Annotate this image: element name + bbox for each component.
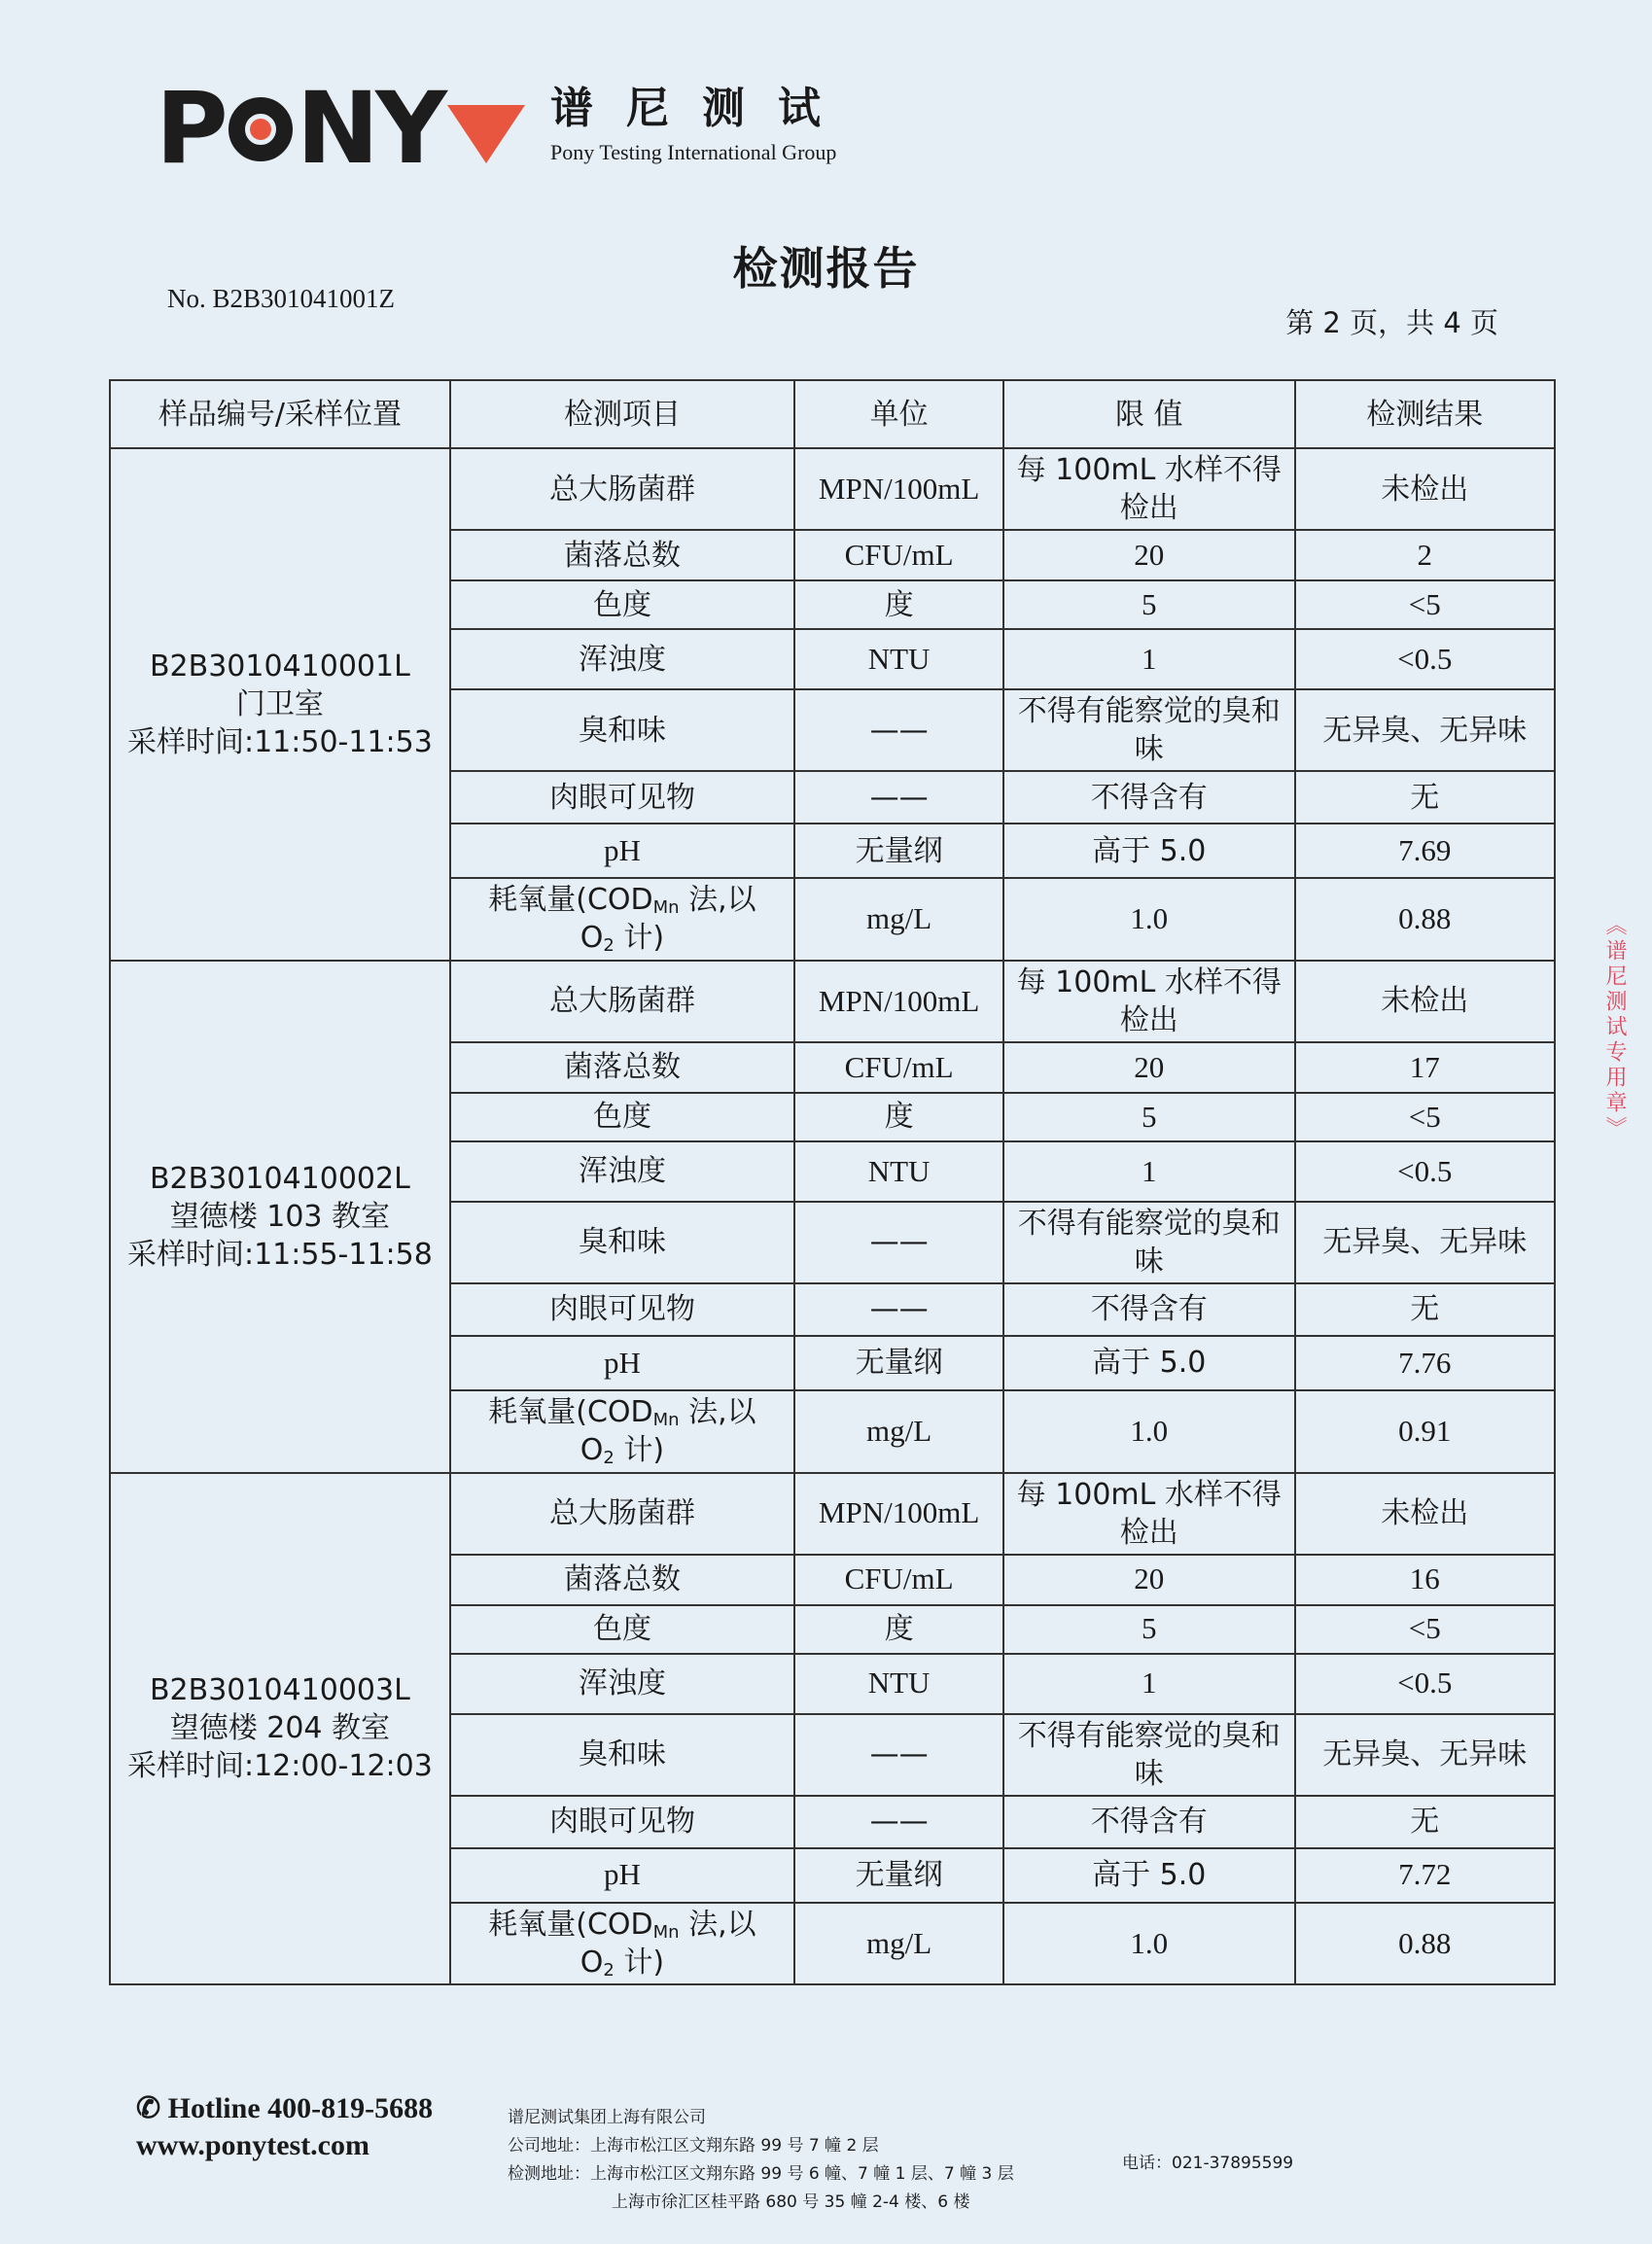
sample-location: 门卫室 [235,686,324,721]
header-unit: 单位 [794,380,1003,448]
cell-unit: 度 [794,1093,1003,1141]
cell-result: 7.76 [1295,1336,1555,1390]
cell-unit: —— [794,1283,1003,1336]
cell-item: 菌落总数 [450,1042,794,1093]
sample-time: 采样时间:12:00-12:03 [126,1749,433,1784]
cell-result: <5 [1295,1605,1555,1654]
cell-result: 0.88 [1295,878,1555,961]
report-number: No. B2B301041001Z [167,284,396,313]
cell-item: 色度 [450,580,794,629]
sample-time: 采样时间:11:50-11:53 [126,724,433,759]
table-row [110,448,1555,530]
hotline [136,2090,433,2127]
sample-cell [110,448,450,961]
cell-unit: mg/L [794,878,1003,961]
cell-result: 无 [1295,1283,1555,1336]
page-indicator: 第 2 页，共 4 页 [1285,306,1498,339]
header-limit: 限 值 [1003,380,1294,448]
header-result: 检测结果 [1295,380,1555,448]
logo-wordmark: P NY [156,80,525,179]
report-title: 检测报告 [732,242,920,295]
cell-result: 未检出 [1295,961,1555,1042]
cell-unit: NTU [794,629,1003,689]
results-table [109,379,1556,1985]
test-address-1: 检测地址：上海市松江区文翔东路 99 号 6 幢、7 幢 1 层、7 幢 3 层 [508,2164,1014,2184]
cell-item: 肉眼可见物 [450,1796,794,1848]
cell-result: 无 [1295,1796,1555,1848]
cell-limit: 每 100mL 水样不得检出 [1003,1473,1294,1555]
cell-result: 16 [1295,1555,1555,1605]
cell-result: 7.72 [1295,1848,1555,1903]
cell-limit: 1.0 [1003,1903,1294,1985]
cell-limit: 1.0 [1003,878,1294,961]
pony-logo [156,71,854,187]
cell-item: pH [450,824,794,878]
cell-result: 无 [1295,771,1555,824]
cell-limit: 不得有能察觉的臭和味 [1003,1714,1294,1796]
cell-unit: —— [794,1796,1003,1848]
cell-unit: CFU/mL [794,1555,1003,1605]
sample-location: 望德楼 103 教室 [169,1199,391,1234]
cell-result: <0.5 [1295,629,1555,689]
cell-item: 浑浊度 [450,1141,794,1202]
cell-limit: 不得含有 [1003,1283,1294,1336]
table-row [110,961,1555,1042]
cell-unit: MPN/100mL [794,448,1003,530]
cell-unit: 度 [794,580,1003,629]
logo-triangle-mark [447,105,525,163]
header-item: 检测项目 [450,380,794,448]
cell-result: <0.5 [1295,1141,1555,1202]
cell-limit: 5 [1003,1093,1294,1141]
cell-item: 浑浊度 [450,629,794,689]
cell-result: <5 [1295,1093,1555,1141]
footer-contact [136,2090,433,2164]
logo-o-mark [228,97,293,161]
cell-unit: 度 [794,1605,1003,1654]
cell-item: 耗氧量($COD_{Mn}$ 法,以 $O_2$ 计) [450,1903,794,1985]
cell-item: 总大肠菌群 [450,961,794,1042]
sample-cell [110,1473,450,1985]
table-row [110,1473,1555,1555]
cell-item: 浑浊度 [450,1654,794,1714]
cell-limit: 每 100mL 水样不得检出 [1003,961,1294,1042]
cell-unit: —— [794,1714,1003,1796]
cell-limit: 每 100mL 水样不得检出 [1003,448,1294,530]
cell-result: <0.5 [1295,1654,1555,1714]
cell-limit: 不得含有 [1003,771,1294,824]
phone-icon: ✆ [136,2092,161,2124]
results-body [110,448,1555,1984]
cell-result: 0.91 [1295,1390,1555,1473]
cell-unit: 无量纲 [794,1336,1003,1390]
sample-id: B2B3010410001L [149,649,410,684]
cell-item: 耗氧量($COD_{Mn}$ 法,以 $O_2$ 计) [450,1390,794,1473]
company-name: 谱尼测试集团上海有限公司 [508,2108,706,2127]
sample-id: B2B3010410002L [149,1161,410,1196]
sample-cell [110,961,450,1473]
cell-unit: 无量纲 [794,824,1003,878]
cell-limit: 5 [1003,580,1294,629]
cell-result: 未检出 [1295,448,1555,530]
sample-location: 望德楼 204 教室 [169,1711,391,1746]
cell-item: 臭和味 [450,689,794,771]
table-header-row [110,380,1555,448]
cell-item: 耗氧量($COD_{Mn}$ 法,以 $O_2$ 计) [450,878,794,961]
cell-item: 肉眼可见物 [450,771,794,824]
cell-unit: —— [794,1202,1003,1283]
cell-limit: 高于 5.0 [1003,1848,1294,1903]
cell-unit: CFU/mL [794,1042,1003,1093]
cell-unit: 无量纲 [794,1848,1003,1903]
cell-limit: 5 [1003,1605,1294,1654]
cell-item: 臭和味 [450,1714,794,1796]
logo-cn-name: 谱尼测试 [550,84,854,133]
cell-item: 肉眼可见物 [450,1283,794,1336]
logo-text [550,84,854,165]
cell-result: 17 [1295,1042,1555,1093]
cell-limit: 高于 5.0 [1003,1336,1294,1390]
cell-unit: —— [794,771,1003,824]
cell-unit: —— [794,689,1003,771]
cell-limit: 1 [1003,1141,1294,1202]
cell-limit: 不得含有 [1003,1796,1294,1848]
cell-limit: 20 [1003,1042,1294,1093]
cell-unit: MPN/100mL [794,961,1003,1042]
cell-limit: 1.0 [1003,1390,1294,1473]
cell-unit: CFU/mL [794,530,1003,580]
cell-result: 2 [1295,530,1555,580]
footer-company [508,2104,1014,2217]
logo-en-name: Pony Testing International Group [550,140,837,164]
cell-limit: 不得有能察觉的臭和味 [1003,1202,1294,1283]
cell-result: 无异臭、无异味 [1295,1202,1555,1283]
website-link[interactable]: www.ponytest.com [136,2129,369,2161]
cell-result: 未检出 [1295,1473,1555,1555]
cell-limit: 不得有能察觉的臭和味 [1003,689,1294,771]
cell-limit: 20 [1003,530,1294,580]
cell-item: pH [450,1848,794,1903]
cell-limit: 1 [1003,629,1294,689]
cell-item: 色度 [450,1605,794,1654]
cell-item: 总大肠菌群 [450,1473,794,1555]
footer-phone: 电话：021-37895599 [1122,2154,1294,2173]
cell-unit: mg/L [794,1903,1003,1985]
red-seal-stamp: 《谱尼测试专用章》 [1602,914,1627,1141]
cell-item: 总大肠菌群 [450,448,794,530]
cell-unit: MPN/100mL [794,1473,1003,1555]
cell-limit: 高于 5.0 [1003,824,1294,878]
cell-unit: mg/L [794,1390,1003,1473]
test-address-2: 上海市徐汇区桂平路 680 号 35 幢 2-4 楼、6 楼 [612,2192,970,2212]
cell-item: 色度 [450,1093,794,1141]
cell-item: pH [450,1336,794,1390]
cell-item: 菌落总数 [450,1555,794,1605]
sample-id: B2B3010410003L [149,1673,410,1708]
cell-item: 臭和味 [450,1202,794,1283]
cell-result: 无异臭、无异味 [1295,689,1555,771]
cell-limit: 20 [1003,1555,1294,1605]
cell-unit: NTU [794,1141,1003,1202]
cell-unit: NTU [794,1654,1003,1714]
header-sample: 样品编号/采样位置 [110,380,450,448]
cell-result: <5 [1295,580,1555,629]
sample-time: 采样时间:11:55-11:58 [126,1237,433,1272]
hotline-text: Hotline 400-819-5688 [167,2092,434,2124]
company-address: 公司地址：上海市松江区文翔东路 99 号 7 幢 2 层 [508,2136,879,2156]
cell-limit: 1 [1003,1654,1294,1714]
cell-item: 菌落总数 [450,530,794,580]
cell-result: 7.69 [1295,824,1555,878]
cell-result: 无异臭、无异味 [1295,1714,1555,1796]
cell-result: 0.88 [1295,1903,1555,1985]
